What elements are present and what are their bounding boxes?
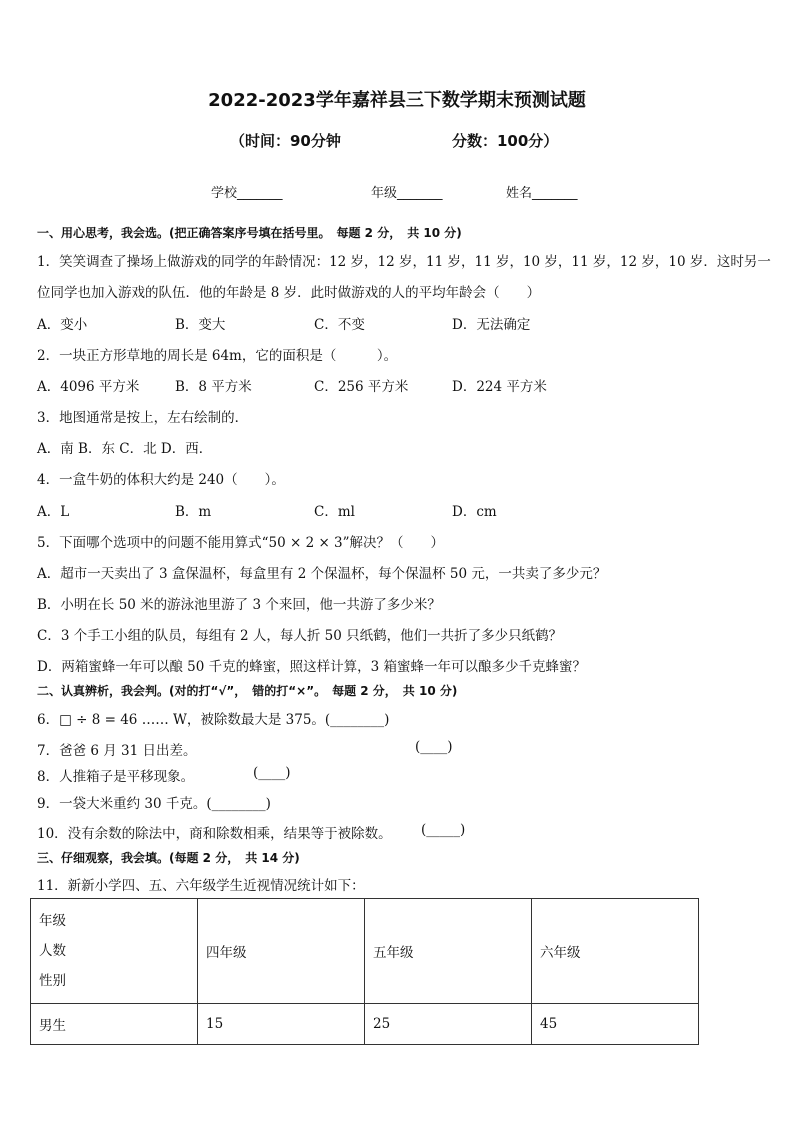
- question-6: 6．□ ÷ 8 = 46 …… W，被除数最大是 375。(________): [37, 712, 390, 728]
- corner-label-grade: 年级: [39, 913, 66, 929]
- question-7-blank: (____): [415, 739, 453, 755]
- exam-time: （时间：90分钟: [230, 132, 341, 150]
- question-5: 5．下面哪个选项中的问题不能用算式“50 × 2 × 3”解决？（ ）: [37, 535, 445, 551]
- column-header: 五年级: [365, 899, 532, 1004]
- q4-option-c: C．ml: [314, 504, 355, 520]
- table-header-row: [31, 899, 699, 1004]
- question-9: 9．一袋大米重约 30 千克。(________): [37, 796, 271, 812]
- section-1-heading: 一、用心思考，我会选。(把正确答案序号填在括号里。 每题 2 分， 共 10 分): [37, 226, 462, 240]
- q2-option-b: B．8 平方米: [175, 379, 252, 395]
- school-field: 学校_______: [211, 186, 283, 201]
- table-corner-cell: [31, 899, 198, 1004]
- q1-option-c: C．不变: [314, 317, 365, 333]
- corner-label-gender: 性别: [39, 973, 66, 989]
- table-row: [31, 1004, 699, 1045]
- page-title: 2022-2023学年嘉祥县三下数学期末预测试题: [208, 90, 586, 111]
- question-1-line-1: 1．笑笑调查了操场上做游戏的同学的年龄情况：12 岁，12 岁，11 岁，11 岁，10 岁，11 岁，12 岁，10 岁．这时另一: [37, 254, 771, 270]
- q2-option-a: A．4096 平方米: [37, 379, 140, 395]
- section-3-heading: 三、仔细观察，我会填。(每题 2 分， 共 14 分): [37, 851, 300, 865]
- name-field: 姓名_______: [506, 186, 578, 201]
- question-11: 11．新新小学四、五、六年级学生近视情况统计如下：: [37, 878, 365, 894]
- exam-score: 分数：100分）: [452, 132, 559, 150]
- q4-option-d: D．cm: [452, 504, 497, 520]
- question-8-blank: (____): [253, 765, 291, 781]
- question-8: 8．人推箱子是平移现象。: [37, 769, 195, 785]
- q5-option-b: B．小明在长 50 米的游泳池里游了 3 个来回，他一共游了多少米？: [37, 597, 441, 613]
- table-cell: 25: [365, 1004, 532, 1045]
- q1-option-a: A．变小: [37, 317, 88, 333]
- question-1-line-2: 位同学也加入游戏的队伍．他的年龄是 8 岁．此时做游戏的人的平均年龄会（ ）: [37, 285, 541, 301]
- column-header: 六年级: [532, 899, 699, 1004]
- q5-option-d: D．两箱蜜蜂一年可以酿 50 千克的蜂蜜，照这样计算，3 箱蜜蜂一年可以酿多少千克蜂蜜？: [37, 659, 586, 675]
- q5-option-c: C．3 个手工小组的队员，每组有 2 人，每人折 50 只纸鹤，他们一共折了多少只纸鹤？: [37, 628, 563, 644]
- q4-option-b: B．m: [175, 504, 212, 520]
- row-label: 男生: [31, 1004, 198, 1045]
- question-10: 10．没有余数的除法中，商和除数相乘，结果等于被除数。: [37, 826, 392, 842]
- question-3: 3．地图通常是按上，左右绘制的．: [37, 410, 249, 426]
- question-2: 2．一块正方形草地的周长是 64m，它的面积是（ ）。: [37, 348, 398, 364]
- grade-field: 年级_______: [371, 186, 443, 201]
- table-cell: 45: [532, 1004, 699, 1045]
- q1-option-b: B．变大: [175, 317, 226, 333]
- q2-option-c: C．256 平方米: [314, 379, 409, 395]
- corner-label-count: 人数: [39, 943, 66, 959]
- q5-option-a: A．超市一天卖出了 3 盒保温杯，每盒里有 2 个保温杯，每个保温杯 50 元，一共卖了多少元？: [37, 566, 607, 582]
- table-cell: 15: [198, 1004, 365, 1045]
- section-2-heading: 二、认真辨析，我会判。(对的打“√”， 错的打“×”。 每题 2 分， 共 10 分): [37, 684, 458, 698]
- q4-option-a: A．L: [37, 504, 70, 520]
- question-7: 7．爸爸 6 月 31 日出差。: [37, 743, 197, 759]
- q3-options: A．南 B．东 C．北 D．西．: [37, 441, 213, 457]
- question-4: 4．一盒牛奶的体积大约是 240（ ）。: [37, 472, 285, 488]
- q2-option-d: D．224 平方米: [452, 379, 547, 395]
- vision-statistics-table: [30, 898, 699, 1045]
- q1-option-d: D．无法确定: [452, 317, 531, 333]
- question-10-blank: (_____): [421, 822, 466, 838]
- column-header: 四年级: [198, 899, 365, 1004]
